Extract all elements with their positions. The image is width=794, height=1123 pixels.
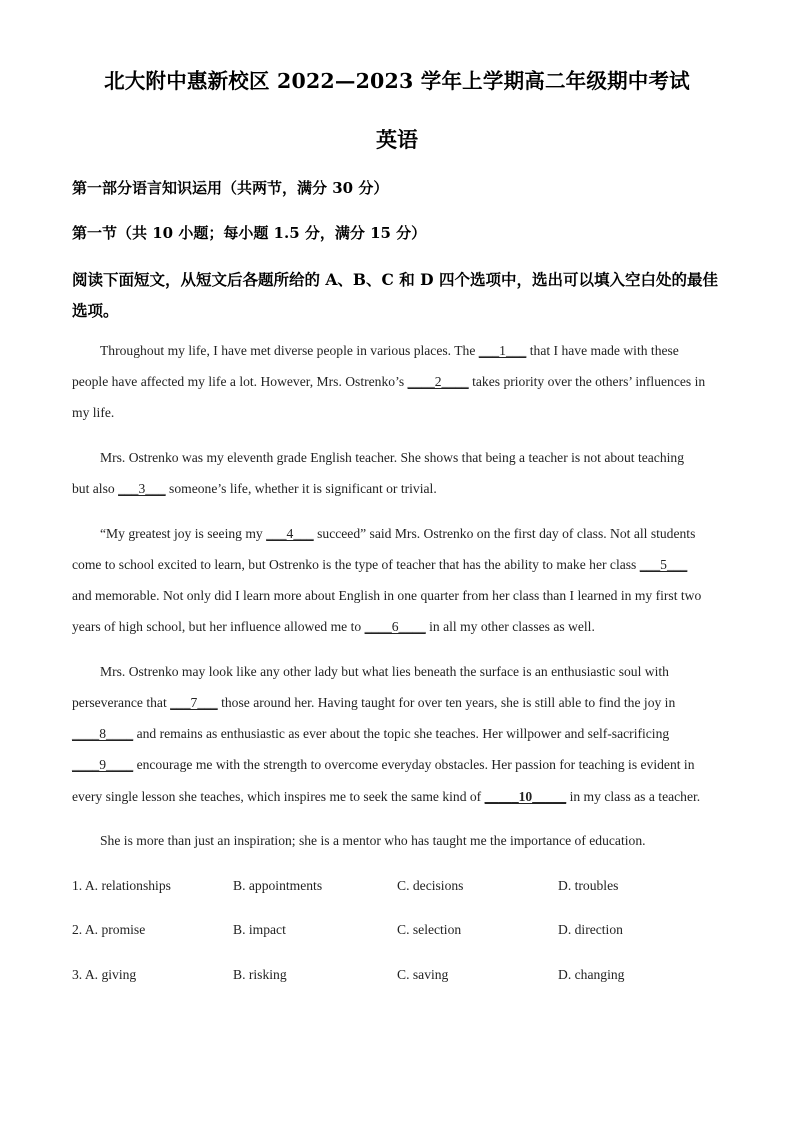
passage-line: ____8____ and remains as enthusiastic as ever about the topic she teaches. Her willpower and self-sacrificing (72, 726, 670, 741)
blank-10: _____10_____ (484, 789, 567, 804)
passage-line: and memorable. Not only did I learn more about English in one quarter from her class than I learned in my first two (72, 588, 702, 603)
blank-2: ____2____ (407, 374, 469, 389)
passage-line: ____9____ encourage me with the strength to overcome everyday obstacles. Her passion for teaching is evident in (72, 757, 695, 772)
passage-line: every single lesson she teaches, which inspires me to seek the same kind of _____10_____ in my class as a teacher. (72, 789, 701, 804)
option-1c[interactable]: C. decisions (397, 878, 464, 893)
passage-line: but also ___3___ someone’s life, whether it is significant or trivial. (72, 481, 437, 496)
option-3b[interactable]: B. risking (233, 967, 287, 982)
blank-9: ____9____ (72, 757, 134, 772)
option-3d[interactable]: D. changing (558, 967, 625, 982)
blank-5: ___5___ (639, 557, 688, 572)
option-2d[interactable]: D. direction (558, 922, 623, 937)
passage-line: Throughout my life, I have met diverse people in various places. The ___1___ that I have made with these (100, 343, 679, 358)
passage-line: Mrs. Ostrenko may look like any other lady but what lies beneath the surface is an enthusiastic soul with (100, 664, 669, 679)
option-2a[interactable]: 2. A. promise (72, 922, 146, 937)
passage-line: She is more than just an inspiration; she is a mentor who has taught me the importance of education. (100, 833, 646, 848)
blank-6: ____6____ (364, 619, 426, 634)
passage-line: people have affected my life a lot. However, Mrs. Ostrenko’s ____2____ takes priority over the others’ influences in (72, 374, 706, 389)
option-2b[interactable]: B. impact (233, 922, 286, 937)
part-heading: 第一部分语言知识运用（共两节，满分 30 分） (72, 179, 389, 197)
passage-line: years of high school, but her influence allowed me to ____6____ in all my other classes as well. (72, 619, 595, 634)
blank-3: ___3___ (118, 481, 166, 496)
section-heading: 第一节（共 10 小题；每小题 1.5 分，满分 15 分） (72, 224, 427, 242)
passage-line: Mrs. Ostrenko was my eleventh grade English teacher. She shows that being a teacher is not about teaching (100, 450, 684, 465)
option-1d[interactable]: D. troubles (558, 878, 619, 893)
passage-line: “My greatest joy is seeing my ___4___ succeed” said Mrs. Ostrenko on the first day of class. Not all students (100, 526, 696, 541)
passage-line: perseverance that ___7___ those around her. Having taught for over ten years, she is still able to find the joy in (72, 695, 676, 710)
exam-title: 北大附中惠新校区 2022—2023 学年上学期高二年级期中考试 (104, 69, 690, 93)
subject-title: 英语 (376, 127, 418, 152)
blank-4: ___4___ (266, 526, 314, 541)
passage-line: come to school excited to learn, but Ostrenko is the type of teacher that has the ability to make her class ___5___ (72, 557, 688, 572)
option-1b[interactable]: B. appointments (233, 878, 323, 893)
blank-8: ____8____ (72, 726, 134, 741)
option-3a[interactable]: 3. A. giving (72, 967, 137, 982)
passage-line: my life. (72, 405, 115, 420)
option-2c[interactable]: C. selection (397, 922, 462, 937)
option-1a[interactable]: 1. A. relationships (72, 878, 171, 893)
option-3c[interactable]: C. saving (397, 967, 449, 982)
blank-7: ___7___ (170, 695, 218, 710)
instructions: 阅读下面短文，从短文后各题所给的 A、B、C 和 D 四个选项中，选出可以填入空白处的最佳选项。 (72, 270, 718, 320)
blank-1: ___1___ (478, 343, 527, 358)
